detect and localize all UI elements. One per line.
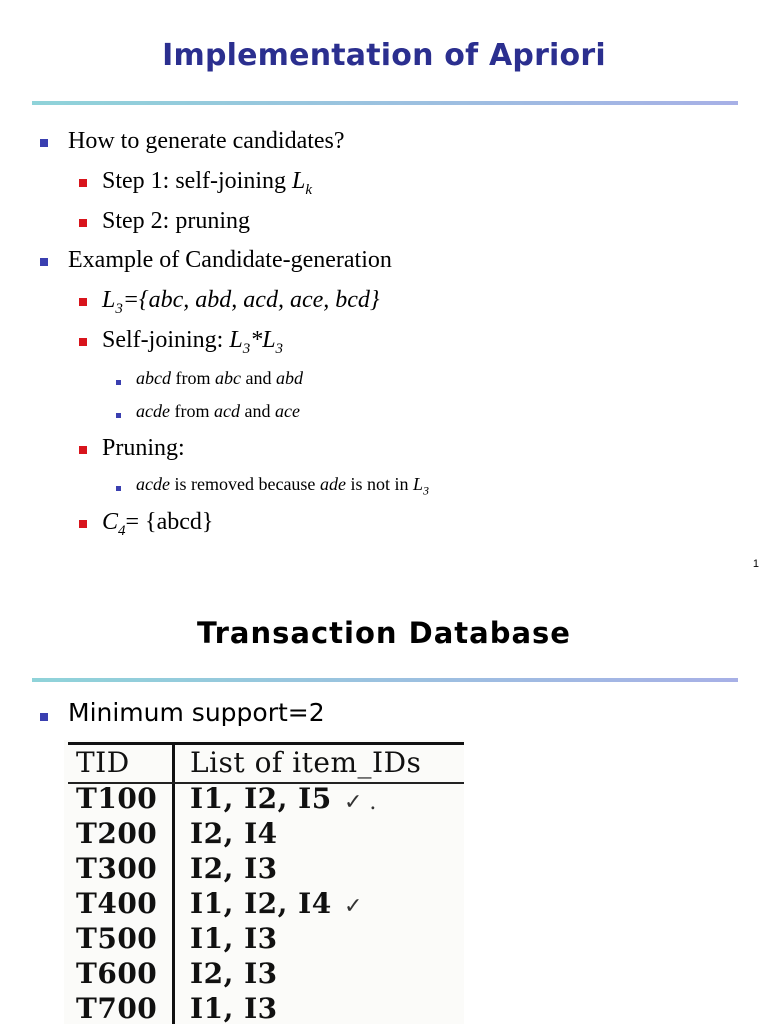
- sub-sub-bullet-square-icon: [116, 486, 121, 491]
- table-cell-tid: T700: [76, 992, 158, 1025]
- bullet-acde-join: acde from acd and ace: [136, 401, 300, 421]
- table-cell-items: I2, I3: [190, 852, 278, 885]
- table-cell-items: I1, I3: [190, 922, 278, 955]
- table-header-tid: TID: [76, 746, 130, 779]
- table-cell-items: I2, I3: [190, 957, 278, 990]
- table-cell-tid: T400: [76, 887, 158, 920]
- sub-bullet-square-icon: [79, 338, 87, 346]
- sub-bullet-square-icon: [79, 298, 87, 306]
- sub-sub-bullet-square-icon: [116, 413, 121, 418]
- sub-bullet-square-icon: [79, 219, 87, 227]
- bullet-square-icon: [40, 139, 48, 147]
- table-cell-tid: T200: [76, 817, 158, 850]
- table-header-items: List of item_IDs: [190, 746, 422, 779]
- table-cell-items: I1, I2, I4: [190, 887, 332, 920]
- bullet-step2: Step 2: pruning: [102, 208, 250, 234]
- page-number: 1: [752, 558, 759, 570]
- bullet-pruning: Pruning:: [102, 435, 185, 461]
- bullet-abcd-join: abcd from abc and abd: [136, 368, 303, 388]
- checkmark-icon: ✓ .: [344, 790, 377, 815]
- table-cell-tid: T100: [76, 782, 158, 815]
- bullet-square-icon: [40, 713, 48, 721]
- table-cell-items: I1, I2, I5: [190, 782, 332, 815]
- sub-sub-bullet-square-icon: [116, 380, 121, 385]
- bullet-example: Example of Candidate-generation: [68, 247, 392, 273]
- slide-transaction-database: [0, 590, 768, 1024]
- sub-bullet-square-icon: [79, 179, 87, 187]
- minimum-support-text: Minimum support=2: [68, 698, 325, 727]
- slide-title: Implementation of Apriori: [162, 38, 606, 73]
- bullet-generate-candidates: How to generate candidates?: [68, 128, 345, 154]
- table-cell-tid: T300: [76, 852, 158, 885]
- bullet-step1: Step 1: self-joining $L_k$: [102, 168, 313, 198]
- bullet-acde-removed: acde is removed because ade is not in $L_3$: [136, 474, 429, 498]
- sub-bullet-square-icon: [79, 520, 87, 528]
- bullet-square-icon: [40, 258, 48, 266]
- table-cell-tid: T600: [76, 957, 158, 990]
- table-column-divider: [172, 742, 175, 1024]
- bullet-c4: $C_4=$ {abcd}: [102, 509, 214, 539]
- title-divider: [32, 678, 738, 682]
- transaction-table-scan: [64, 740, 464, 1024]
- title-divider: [32, 101, 738, 105]
- sub-bullet-square-icon: [79, 446, 87, 454]
- bullet-self-joining: Self-joining: $L_3*L_3$: [102, 327, 284, 357]
- table-cell-tid: T500: [76, 922, 158, 955]
- checkmark-icon: ✓: [344, 894, 363, 919]
- table-cell-items: I2, I4: [190, 817, 278, 850]
- bullet-l3: $L_3=\{abc$, abd, acd, ace, bcd}: [102, 287, 380, 317]
- table-top-line: [68, 742, 464, 745]
- table-cell-items: I1, I3: [190, 992, 278, 1025]
- slide-title: Transaction Database: [197, 616, 571, 650]
